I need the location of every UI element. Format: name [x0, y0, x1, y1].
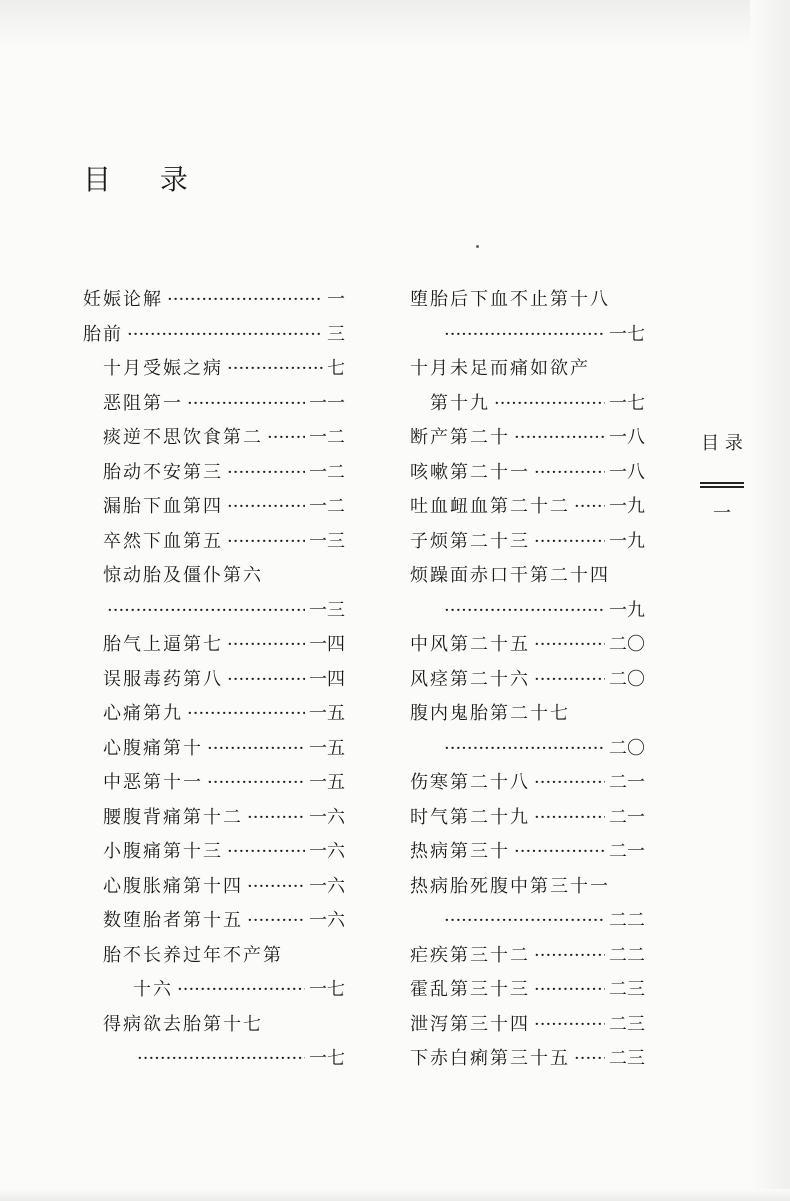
toc-entry-title: 胎不长养过年不产第 [103, 944, 283, 966]
toc-entry-page: 一五 [309, 772, 345, 793]
toc-entry[interactable] [103, 697, 345, 731]
toc-entry-title: 腹内鬼胎第二十七 [410, 703, 570, 724]
page-scan-shadow-right [750, 0, 790, 1201]
toc-entry-page: 二一 [609, 772, 645, 793]
dot-leader [187, 697, 305, 731]
toc-entry-title: 腰腹背痛第十二 [103, 806, 243, 828]
toc-entry-title: 风痉第二十六 [410, 668, 530, 690]
dot-leader [534, 628, 605, 662]
toc-entry[interactable] [410, 456, 645, 490]
toc-entry-page: 一一 [309, 392, 345, 414]
dot-leader [137, 1042, 305, 1076]
toc-entry[interactable] [430, 387, 645, 421]
toc-heading: 目 录 [83, 163, 208, 196]
toc-entry[interactable] [410, 559, 610, 593]
toc-entry[interactable] [410, 663, 645, 697]
toc-entry[interactable] [103, 456, 345, 490]
toc-entry-page: 二三 [609, 979, 645, 1000]
toc-entry-page: 二二 [609, 944, 645, 966]
toc-entry-title: 心腹痛第十 [103, 737, 203, 759]
dot-leader [574, 1042, 605, 1076]
side-label: 目 录 [701, 433, 743, 454]
toc-entry-page: 二三 [609, 1013, 645, 1035]
dot-leader [444, 904, 605, 938]
toc-entry[interactable] [83, 283, 345, 317]
toc-entry-page: 一二 [309, 427, 345, 448]
toc-entry[interactable] [103, 559, 263, 593]
dot-leader [574, 490, 605, 524]
dot-leader [227, 525, 305, 559]
toc-entry[interactable] [410, 1042, 645, 1076]
toc-entry[interactable] [103, 766, 345, 800]
dot-leader [177, 973, 305, 1007]
toc-entry-title: 心痛第九 [103, 703, 183, 724]
toc-entry-page: 一六 [309, 875, 345, 897]
toc-entry-page: 一 [327, 289, 345, 310]
toc-entry[interactable] [103, 421, 345, 455]
toc-entry-page: 一九 [609, 599, 645, 621]
toc-entry[interactable] [410, 283, 610, 317]
toc-entry-title: 心腹胀痛第十四 [103, 875, 243, 897]
dot-leader [207, 732, 305, 766]
page-number: 一 [713, 503, 731, 524]
toc-entry-page: 一九 [609, 530, 645, 552]
toc-entry[interactable] [410, 801, 645, 835]
toc-entry-title: 中风第二十五 [410, 634, 530, 655]
toc-entry-title: 十月受娠之病 [103, 358, 223, 379]
toc-entry-title: 疟疾第三十二 [410, 944, 530, 966]
toc-entry-title: 热病第三十 [410, 841, 510, 862]
toc-entry[interactable] [103, 387, 345, 421]
dot-leader [247, 870, 305, 904]
dot-leader [534, 1008, 605, 1042]
toc-entry[interactable] [410, 421, 645, 455]
dot-leader [534, 525, 605, 559]
toc-entry-page: 一四 [309, 668, 345, 690]
toc-entry[interactable] [410, 766, 645, 800]
toc-entry-page: 二〇 [609, 634, 645, 655]
dot-leader [227, 490, 305, 524]
scan-speck [476, 245, 479, 248]
toc-entry-page: 二〇 [609, 668, 645, 690]
toc-entry-title: 胎前 [83, 323, 123, 345]
toc-entry[interactable] [103, 525, 345, 559]
dot-leader [534, 766, 605, 800]
toc-entry[interactable] [103, 835, 345, 869]
toc-entry-title: 霍乱第三十三 [410, 979, 530, 1000]
toc-entry[interactable] [410, 352, 590, 386]
toc-entry-page: 一六 [309, 910, 345, 931]
toc-entry[interactable] [410, 1008, 645, 1042]
toc-entry[interactable] [410, 939, 645, 973]
toc-entry-page: 一四 [309, 634, 345, 655]
toc-entry-page: 一七 [309, 979, 345, 1000]
toc-entry-page: 一七 [609, 392, 645, 414]
side-double-rule [700, 482, 744, 488]
toc-entry[interactable] [133, 973, 345, 1007]
dot-leader [444, 318, 605, 352]
dot-leader [247, 801, 305, 835]
dot-leader [494, 387, 605, 421]
toc-entry-title: 热病胎死腹中第三十一 [410, 875, 610, 897]
dot-leader [187, 387, 305, 421]
toc-entry-title: 吐血衄血第二十二 [410, 496, 570, 517]
toc-entry-title: 胎动不安第三 [103, 461, 223, 483]
dot-leader [444, 732, 605, 766]
toc-entry-page: 一九 [609, 496, 645, 517]
toc-entry-title: 妊娠论解 [83, 289, 163, 310]
toc-entry-title: 十六 [133, 979, 173, 1000]
toc-entry-title: 下赤白痢第三十五 [410, 1048, 570, 1069]
toc-entry-page: 三 [327, 323, 345, 345]
toc-entry[interactable] [103, 663, 345, 697]
toc-entry-page: 一五 [309, 737, 345, 759]
toc-entry[interactable] [410, 525, 645, 559]
toc-entry[interactable] [103, 594, 345, 628]
dot-leader [534, 663, 605, 697]
toc-entry[interactable] [103, 801, 345, 835]
toc-entry-title: 泄泻第三十四 [410, 1013, 530, 1035]
toc-entry-title: 子烦第二十三 [410, 530, 530, 552]
toc-entry-page: 一六 [309, 841, 345, 862]
toc-entry-title: 卒然下血第五 [103, 530, 223, 552]
toc-entry-page: 一五 [309, 703, 345, 724]
toc-entry-title: 恶阻第一 [103, 392, 183, 414]
toc-entry[interactable] [103, 870, 345, 904]
toc-entry[interactable] [133, 1042, 345, 1076]
dot-leader [534, 939, 605, 973]
dot-leader [127, 318, 323, 352]
toc-entry-title: 数堕胎者第十五 [103, 910, 243, 931]
dot-leader [514, 835, 605, 869]
toc-entry-page: 一三 [309, 599, 345, 621]
dot-leader [227, 835, 305, 869]
dot-leader [107, 594, 305, 628]
toc-entry-page: 一二 [309, 461, 345, 483]
toc-entry-title: 烦躁面赤口干第二十四 [410, 565, 610, 586]
dot-leader [247, 904, 305, 938]
toc-entry[interactable] [103, 732, 345, 766]
toc-entry[interactable] [410, 490, 645, 524]
toc-entry-title: 堕胎后下血不止第十八 [410, 289, 610, 310]
dot-leader [267, 421, 305, 455]
toc-entry-title: 中恶第十一 [103, 772, 203, 793]
toc-entry[interactable] [103, 939, 283, 973]
toc-entry-page: 一六 [309, 806, 345, 828]
toc-entry[interactable] [103, 1008, 263, 1042]
toc-entry[interactable] [440, 594, 645, 628]
toc-entry-title: 痰逆不思饮食第二 [103, 427, 263, 448]
page-scan-shadow-bottom [0, 1189, 790, 1201]
toc-entry[interactable] [103, 490, 345, 524]
dot-leader [534, 801, 605, 835]
toc-entry-title: 十月未足而痛如欲产 [410, 358, 590, 379]
toc-entry[interactable] [410, 628, 645, 662]
dot-leader [227, 628, 305, 662]
toc-entry[interactable] [410, 697, 570, 731]
toc-entry[interactable] [410, 973, 645, 1007]
toc-entry-page: 一三 [309, 530, 345, 552]
toc-entry-page: 二二 [609, 910, 645, 931]
toc-entry[interactable] [103, 352, 345, 386]
toc-entry-title: 惊动胎及僵仆第六 [103, 565, 263, 586]
dot-leader [227, 663, 305, 697]
dot-leader [534, 973, 605, 1007]
toc-entry-page: 一七 [609, 323, 645, 345]
toc-entry-page: 一二 [309, 496, 345, 517]
toc-entry[interactable] [103, 904, 345, 938]
toc-entry-title: 胎气上逼第七 [103, 634, 223, 655]
toc-entry-page: 一八 [609, 461, 645, 483]
toc-entry[interactable] [410, 870, 610, 904]
toc-entry[interactable] [103, 628, 345, 662]
toc-entry-title: 误服毒药第八 [103, 668, 223, 690]
toc-entry-title: 小腹痛第十三 [103, 841, 223, 862]
dot-leader [514, 421, 605, 455]
page-scan-shadow-top [0, 0, 790, 46]
toc-entry-page: 二一 [609, 841, 645, 862]
toc-entry-title: 第十九 [430, 392, 490, 414]
toc-entry[interactable] [440, 732, 645, 766]
toc-entry-page: 七 [327, 358, 345, 379]
toc-entry[interactable] [440, 318, 645, 352]
toc-entry-page: 二一 [609, 806, 645, 828]
toc-entry-page: 一七 [309, 1048, 345, 1069]
toc-entry[interactable] [83, 318, 345, 352]
toc-entry[interactable] [410, 835, 645, 869]
dot-leader [227, 456, 305, 490]
toc-entry-title: 伤寒第二十八 [410, 772, 530, 793]
toc-entry-title: 咳嗽第二十一 [410, 461, 530, 483]
toc-entry-title: 时气第二十九 [410, 806, 530, 828]
page-side-tab [697, 422, 747, 526]
toc-entry-title: 断产第二十 [410, 427, 510, 448]
toc-entry-page: 一八 [609, 427, 645, 448]
dot-leader [227, 352, 323, 386]
dot-leader [207, 766, 305, 800]
toc-entry-page: 二〇 [609, 737, 645, 759]
toc-entry[interactable] [440, 904, 645, 938]
dot-leader [444, 594, 605, 628]
toc-entry-page: 二三 [609, 1048, 645, 1069]
dot-leader [534, 456, 605, 490]
toc-entry-title: 得病欲去胎第十七 [103, 1013, 263, 1035]
toc-entry-title: 漏胎下血第四 [103, 496, 223, 517]
dot-leader [167, 283, 323, 317]
